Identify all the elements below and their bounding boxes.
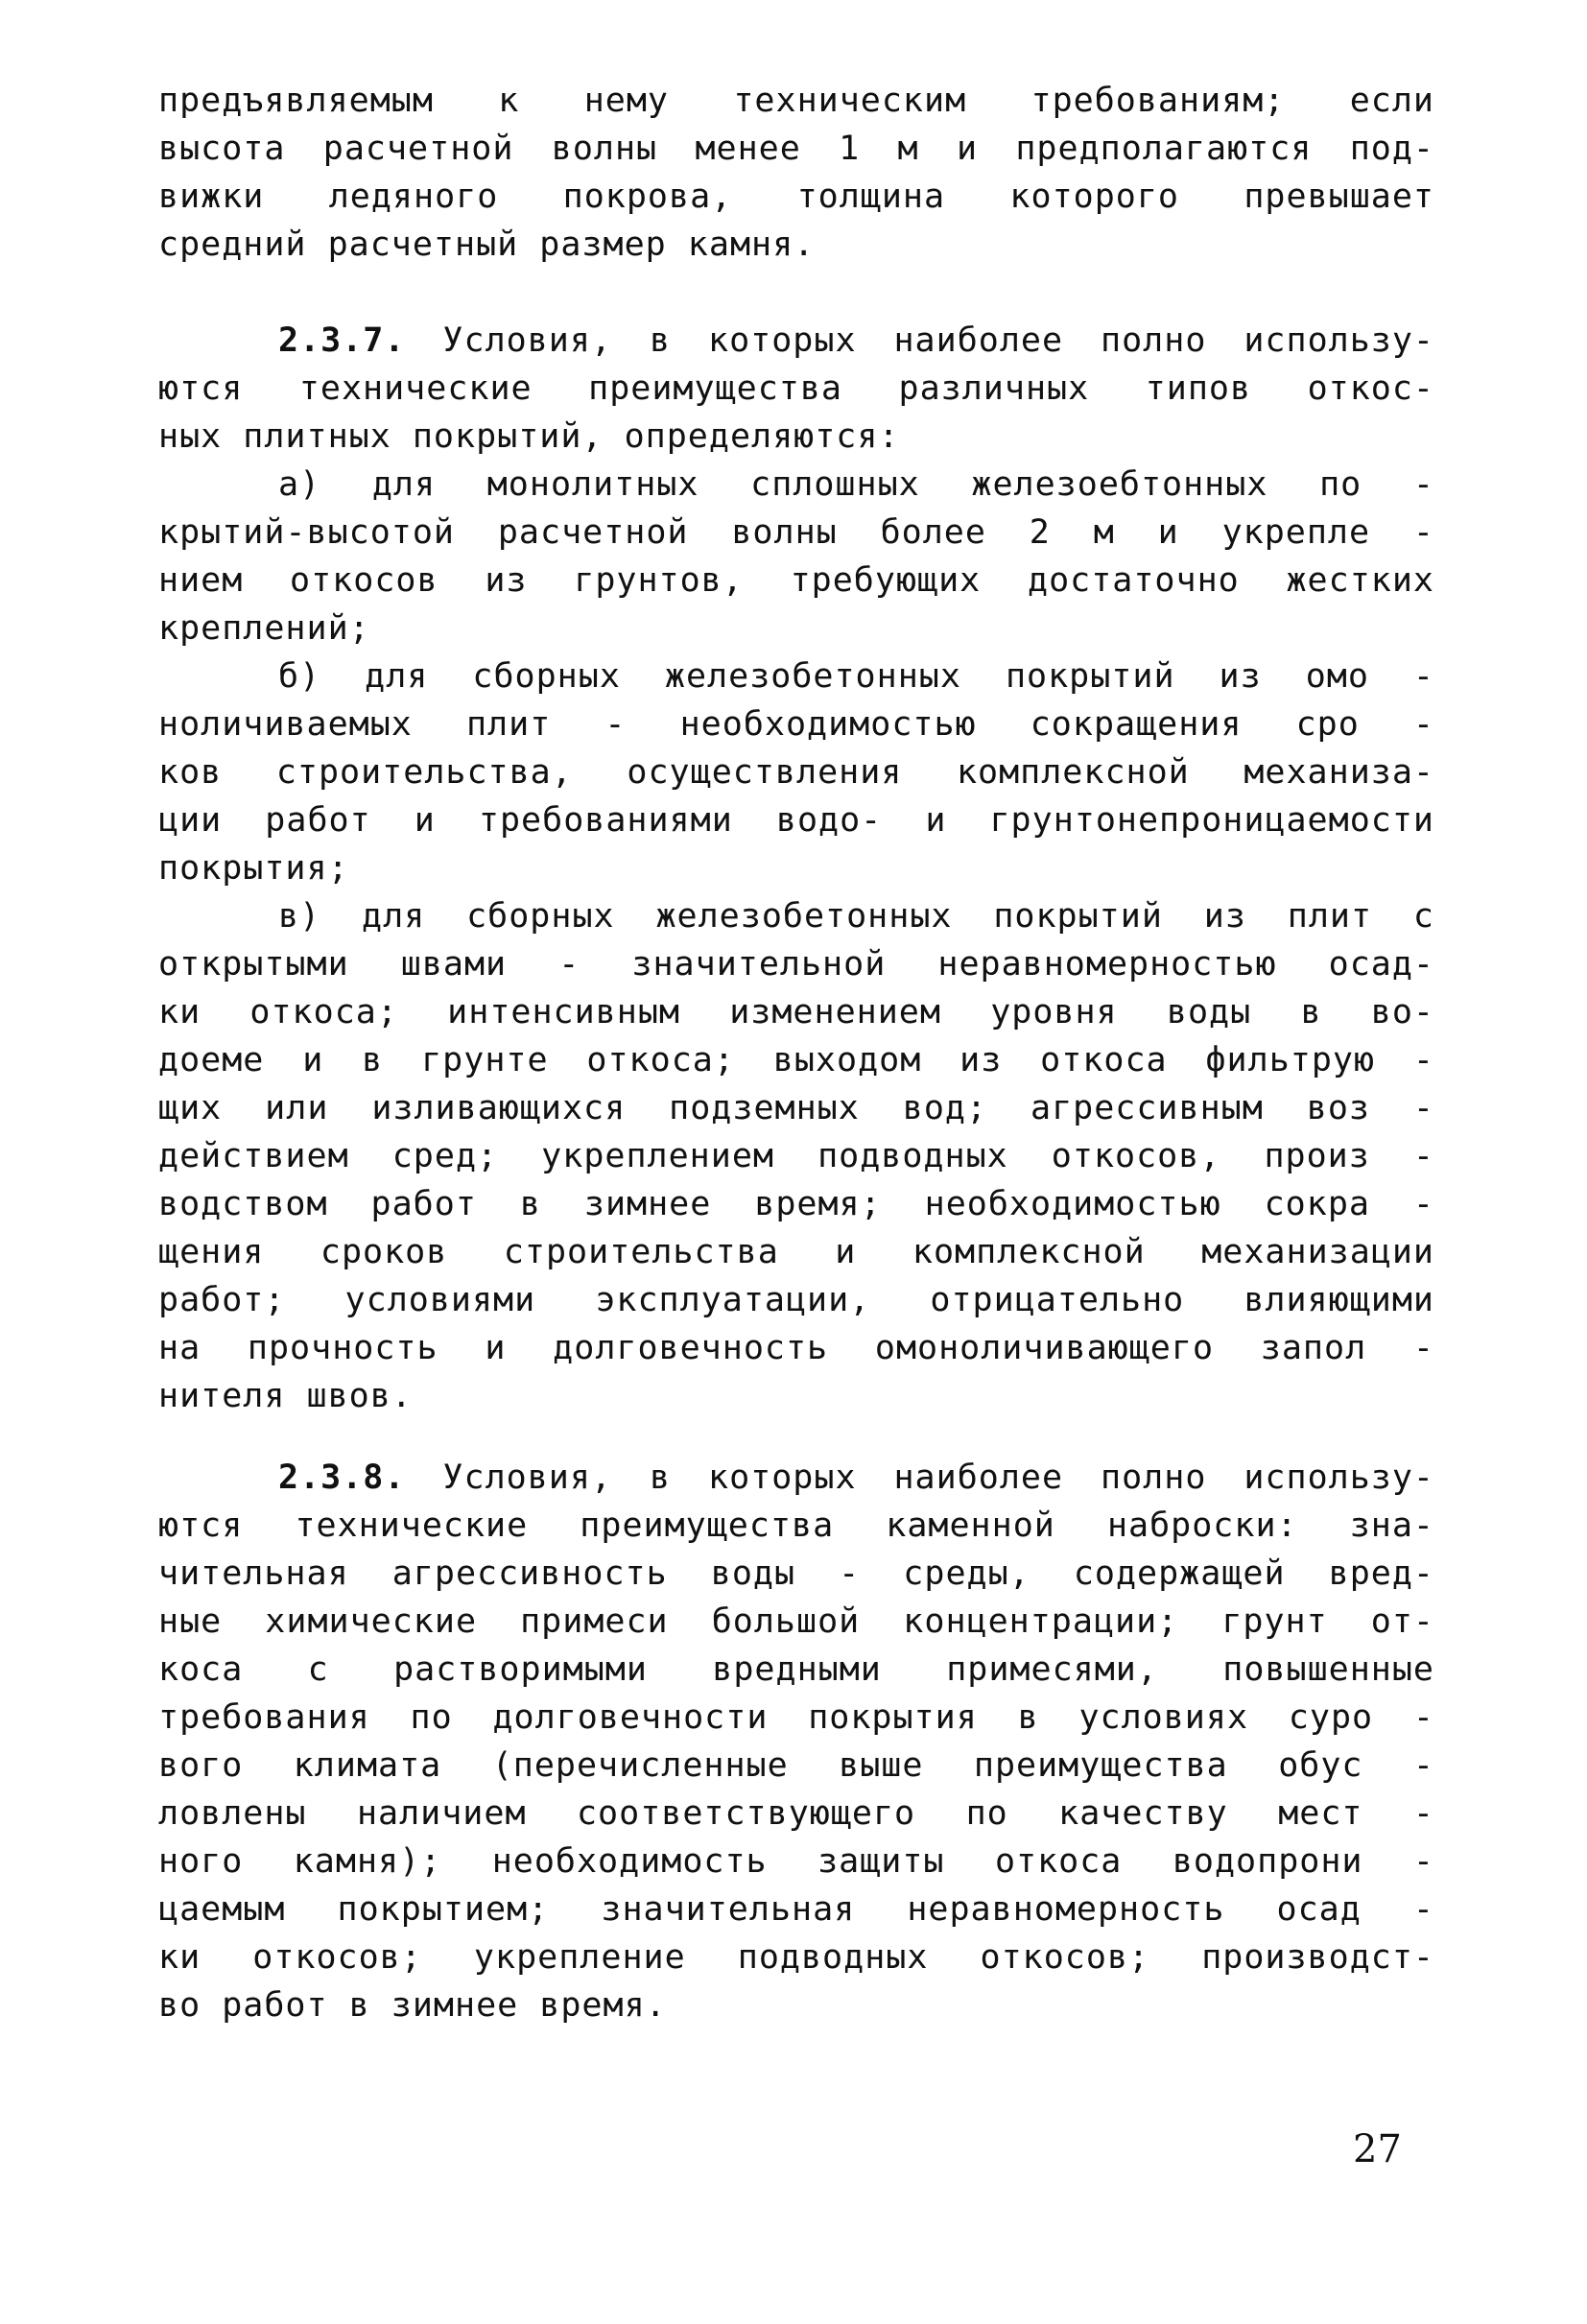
- text-line: цаемым покрытием; значительная неравномерность осад -: [158, 1890, 1434, 1929]
- text-line: Условия, в которых наиболее полно использу-: [442, 1458, 1434, 1497]
- paragraph-section-2-3-8: [158, 1454, 1434, 2029]
- text-line: ные химические примеси большой концентрации; грунт от-: [158, 1602, 1434, 1641]
- text-line: водством работ в зимнее время; необходимостью сокра -: [158, 1185, 1434, 1223]
- text-line: щих или изливающихся подземных вод; агрессивным воз -: [158, 1089, 1434, 1127]
- section-first-line: [158, 317, 1434, 365]
- paragraph-section-2-3-7: [158, 317, 1434, 461]
- text-line: щения сроков строительства и комплексной механизации: [158, 1233, 1434, 1271]
- text-line: работ; условиями эксплуатации, отрицательно влияющими: [158, 1281, 1434, 1319]
- text-line: крытий-высотой расчетной волны более 2 м и укрепле -: [158, 513, 1434, 552]
- paragraph-item-a: [158, 461, 1434, 652]
- text-line: ются технические преимущества различных типов откос-: [158, 369, 1434, 408]
- text-line: Условия, в которых наиболее полно использу-: [442, 321, 1434, 360]
- text-line: вижки ледяного покрова, толщина которого превышает: [158, 178, 1434, 216]
- text-line: средний расчетный размер камня.: [158, 225, 816, 264]
- text-line: в) для сборных железобетонных покрытий из плит с: [278, 897, 1434, 936]
- text-line: предъявляемым к нему техническим требованиям; если: [158, 82, 1434, 120]
- text-line: б) для сборных железобетонных покрытий из омо -: [278, 657, 1434, 696]
- text-line: высота расчетной волны менее 1 м и предполагаются под-: [158, 130, 1434, 168]
- text-line: а) для монолитных сплошных железоебтонных по -: [278, 465, 1434, 504]
- text-line: креплений;: [158, 609, 370, 648]
- text-line: на прочность и долговечность омоноличивающего запол -: [158, 1329, 1434, 1367]
- paragraph-item-b: [158, 652, 1434, 892]
- text-line: ного камня); необходимость защиты откоса водопрони -: [158, 1842, 1434, 1881]
- text-line: ции работ и требованиями водо- и грунтонепроницаемости: [158, 801, 1434, 840]
- text-line: покрытия;: [158, 849, 349, 888]
- text-line: нием откосов из грунтов, требующих достаточно жестких: [158, 561, 1434, 600]
- page-number: 27: [1353, 2127, 1402, 2171]
- section-number: 2.3.8.: [278, 1458, 406, 1497]
- text-line: чительная агрессивность воды - среды, содержащей вред-: [158, 1554, 1434, 1593]
- text-line: коса с растворимыми вредными примесями, повышенные: [158, 1650, 1434, 1689]
- section-number: 2.3.7.: [278, 321, 406, 360]
- text-line: ются технические преимущества каменной наброски: зна-: [158, 1506, 1434, 1545]
- text-line: ных плитных покрытий, определяются:: [158, 417, 900, 456]
- paragraph-item-v: [158, 892, 1434, 1420]
- text-line: ки откосов; укрепление подводных откосов; производст-: [158, 1938, 1434, 1977]
- text-line: действием сред; укреплением подводных откосов, произ -: [158, 1137, 1434, 1175]
- text-line: во работ в зимнее время.: [158, 1986, 667, 2025]
- text-line: доеме и в грунте откоса; выходом из откоса фильтрую -: [158, 1041, 1434, 1079]
- text-line: ков строительства, осуществления комплексной механиза-: [158, 753, 1434, 792]
- paragraph-continuation: [158, 77, 1434, 269]
- text-line: требования по долговечности покрытия в условиях суро -: [158, 1698, 1434, 1737]
- text-line: ки откоса; интенсивным изменением уровня воды в во-: [158, 993, 1434, 1032]
- text-line: открытыми швами - значительной неравномерностью осад-: [158, 945, 1434, 984]
- text-line: нителя швов.: [158, 1377, 413, 1415]
- section-first-line: [158, 1454, 1434, 1502]
- text-line: вого климата (перечисленные выше преимущества обус -: [158, 1746, 1434, 1785]
- text-line: ноличиваемых плит - необходимостью сокращения сро -: [158, 705, 1434, 744]
- text-line: ловлены наличием соответствующего по качеству мест -: [158, 1794, 1434, 1833]
